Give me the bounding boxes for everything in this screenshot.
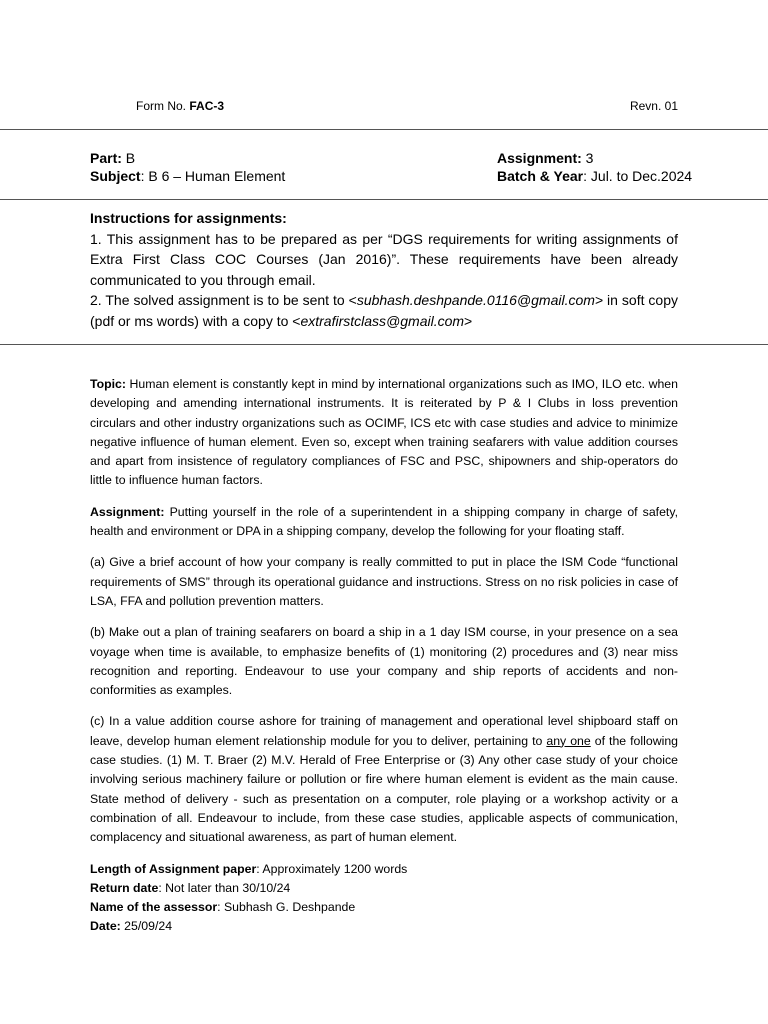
- task-c-underlined: any one: [546, 733, 591, 748]
- batch-value: : Jul. to Dec.2024: [583, 168, 693, 184]
- assignment-text: Putting yourself in the role of a superintendent in a shipping company in charge of safety, health and environment or DPA in a shipping company, develop the following for your floating staff.: [90, 504, 678, 539]
- task-b: (b) Make out a plan of training seafarers on board a ship in a 1 day ISM course, in your presence on a sea voyage when time is available, to emphasize benefits of (1) monitoring (2) procedures and (3) near miss recognition and reporting. Endeavour to use your company and ship reports of accidents and non-conformities as examples.: [90, 625, 678, 698]
- date-value: 25/09/24: [120, 919, 173, 934]
- part-line: [90, 149, 285, 167]
- length-value: : Approximately 1200 words: [256, 861, 408, 876]
- subject-label: Subject: [90, 168, 141, 184]
- assignment-number-value: 3: [581, 150, 594, 166]
- instruction-item-1: 1. This assignment has to be prepared as per “DGS requirements for writing assignments of Extra First Class COC Courses (Jan 2016)”. These requirements have been already communicated to you through email.: [90, 230, 678, 288]
- batch-label: Batch & Year: [497, 168, 584, 184]
- batch-line: [497, 167, 692, 185]
- instruction-item-2: [90, 290, 678, 331]
- form-number-label: Form No.: [136, 99, 187, 113]
- divider-bottom: [0, 344, 768, 345]
- assignment-meta: [90, 860, 678, 937]
- assessor-value: : Subhash G. Deshpande: [217, 900, 356, 915]
- assignment-line: [497, 149, 692, 167]
- assessor-line: [90, 898, 678, 917]
- return-label: Return date: [90, 880, 159, 895]
- divider-middle: [0, 199, 768, 200]
- instruction-item-2-text-c: >: [464, 312, 473, 329]
- assignment-body: [90, 375, 678, 937]
- assignment-batch-block: [497, 149, 692, 185]
- length-label: Length of Assignment paper: [90, 861, 257, 876]
- instruction-item-2-text-b: > in soft copy (pdf or ms words) with a copy to <: [90, 292, 678, 329]
- task-c-text-2: of the following case studies. (1) M. T. Braer (2) M.V. Herald of Free Enterprise or (3) Any other case study of your choice involving serious machinery failure or pollution or fire where human element is evident as the main cause. State method of delivery - such as presentation on a computer, role playing or a workshop activity or a combination of all. Endeavour to include, from these case studies, applicable aspects of communication, complacency and situational awareness, as part of human element.: [90, 733, 678, 845]
- form-number: [136, 99, 224, 113]
- subject-line: [90, 167, 285, 185]
- length-line: [90, 860, 678, 879]
- task-a: (a) Give a brief account of how your company is really committed to put in place the ISM Code “functional requirements of SMS” through its operational guidance and instructions. Stress on no risk policies in case of LSA, FFA and pollution prevention matters.: [90, 555, 678, 608]
- return-value: : Not later than 30/10/24: [158, 880, 291, 895]
- revision-number: Revn. 01: [629, 99, 678, 113]
- task-c-text-1: (c) In a value addition course ashore for training of management and operational level shipboard staff on leave, develop human element relationship module for you to deliver, pertaining to: [90, 714, 678, 748]
- instructions-title: Instructions for assignments:: [90, 210, 287, 226]
- divider-top: [0, 129, 768, 130]
- topic-text: Human element is constantly kept in mind by international organizations such as IMO, ILO etc. when developing and amending international instruments. It is reiterated by P & I Clubs in loss prevention circulars and other industry organizations such as OCIMF, ICS etc with case studies and advice to minimize negative influence of human element. Even so, except when training seafarers with value addition courses and apart from insistence of regulatory compliances of FSC and PSC, shipowners and ship-operators do little to influence human factors.: [90, 377, 678, 488]
- part-value: B: [121, 150, 136, 166]
- date-label: Date:: [90, 919, 121, 934]
- topic-paragraph: [90, 375, 678, 491]
- return-line: [90, 879, 678, 898]
- assignment-paragraph: [90, 503, 678, 542]
- assessor-email: subhash.deshpande.0116@gmail.com: [356, 292, 595, 308]
- copy-email: extrafirstclass@gmail.com: [300, 312, 465, 329]
- task-c: [90, 712, 678, 847]
- part-label: Part:: [90, 150, 122, 166]
- date-line: [90, 917, 678, 936]
- form-number-value: FAC-3: [189, 99, 225, 113]
- assignment-number-label: Assignment:: [497, 150, 582, 166]
- topic-label: Topic:: [90, 377, 126, 391]
- instructions-section: [90, 208, 678, 331]
- part-subject-block: [90, 149, 285, 185]
- subject-value: : B 6 – Human Element: [140, 168, 286, 184]
- instruction-item-2-text: 2. The solved assignment is to be sent to <: [90, 292, 357, 308]
- assessor-label: Name of the assessor: [90, 900, 218, 915]
- assignment-label: Assignment:: [90, 504, 165, 519]
